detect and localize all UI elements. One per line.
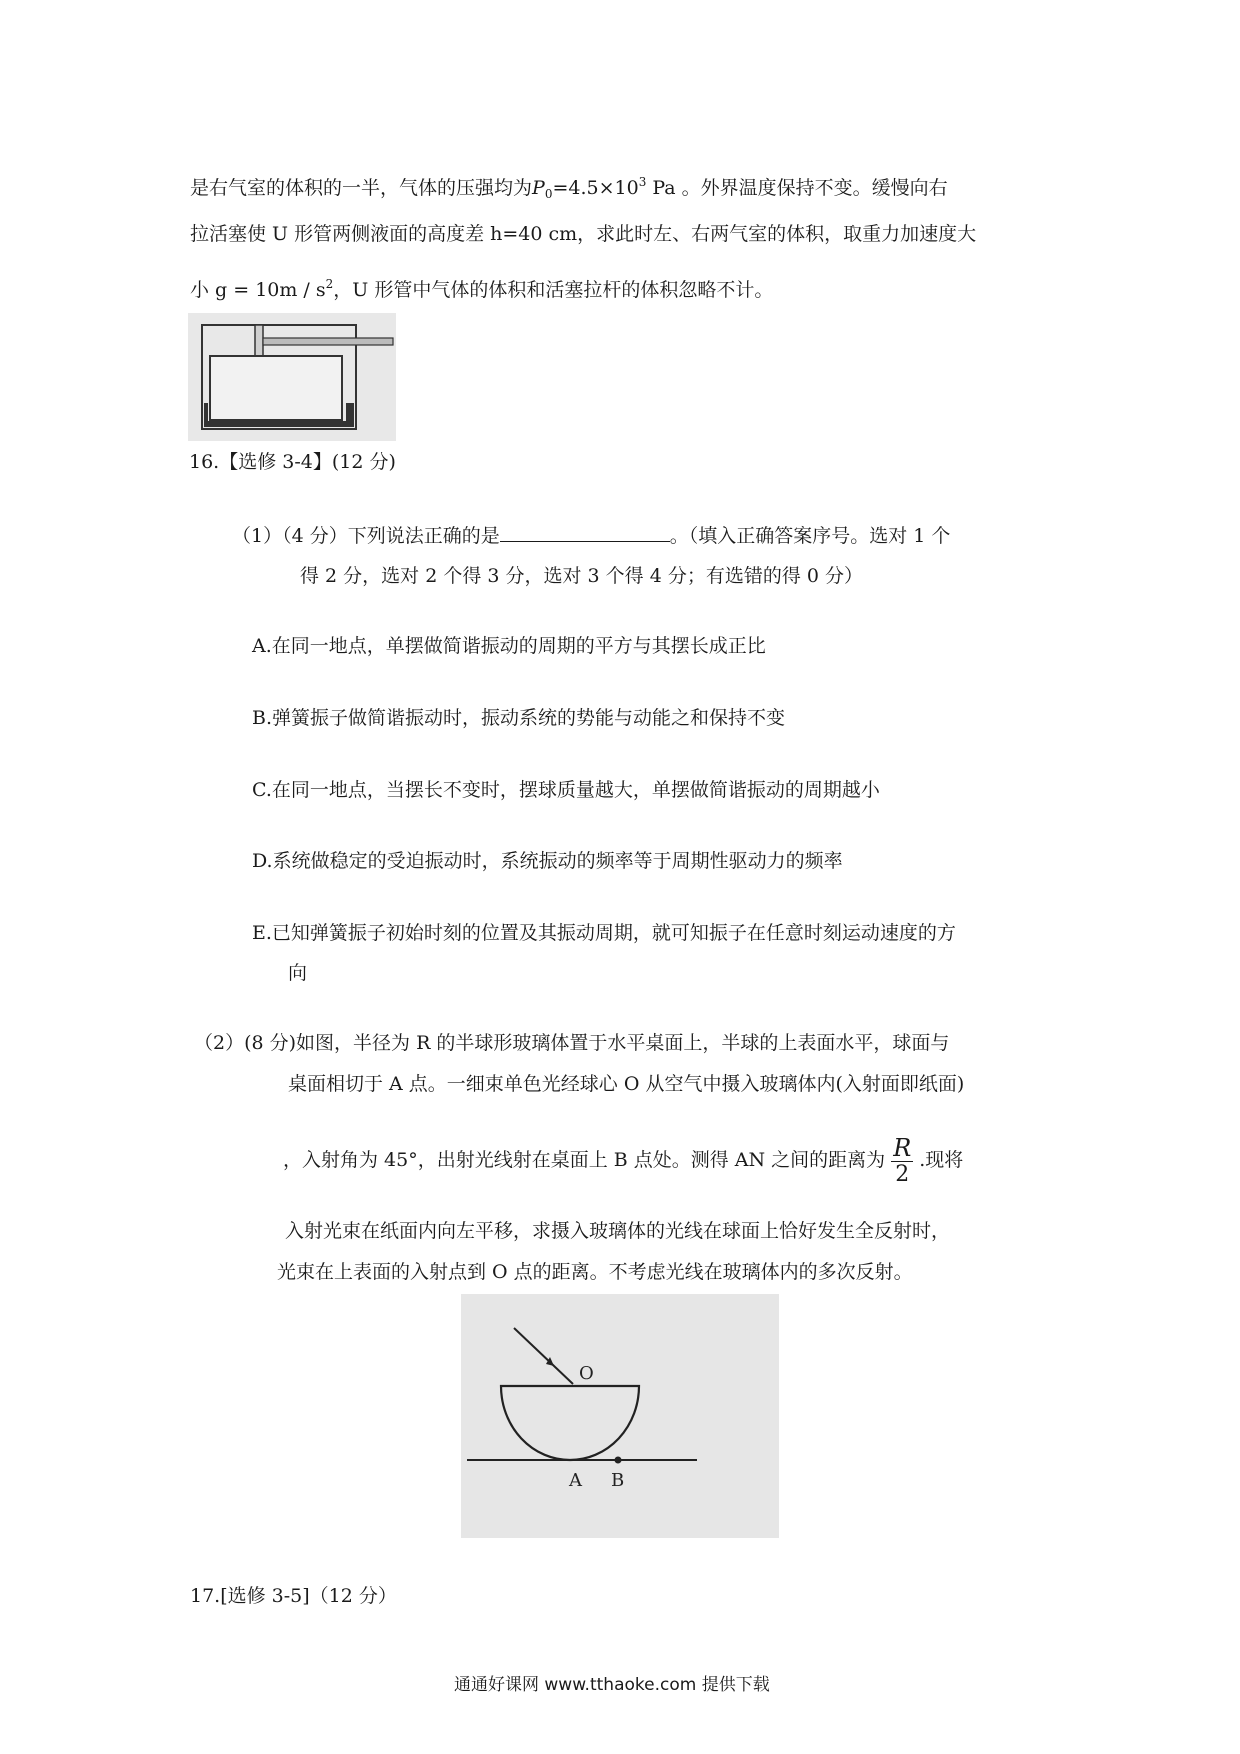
q16-part1-line2: 得 2 分，选对 2 个得 3 分，选对 3 个得 4 分；有选错的得 0 分） <box>300 565 864 587</box>
option-e: E.已知弹簧振子初始时刻的位置及其振动周期，就可知振子在任意时刻运动速度的方 <box>252 922 956 944</box>
intro-line-2: 拉活塞使 U 形管两侧液面的高度差 h=40 cm，求此时左、右两气室的体积，取重力加速度大 <box>190 223 977 245</box>
intro-line-1: 是右气室的体积的一半，气体的压强均为$P_0=4.5\times 10^3$ Pa 。外界温度保持不变。缓慢向右 <box>190 175 948 201</box>
footer-download-note: 通通好课网 www.tthaoke.com 提供下载 <box>454 1675 770 1695</box>
label-o: O <box>579 1363 594 1384</box>
q16-part1-line1: （1）（4 分）下列说法正确的是 。（填入正确答案序号。选对 1 个 <box>232 525 951 547</box>
label-a: A <box>569 1470 582 1491</box>
label-b: B <box>611 1470 625 1491</box>
q16-part2-line2: 桌面相切于 A 点。一细束单色光经球心 O 从空气中摄入玻璃体内(入射面即纸面) <box>288 1073 965 1095</box>
q16-part2-line4: 入射光束在纸面内向左平移，求摄入玻璃体的光线在球面上恰好发生全反射时， <box>285 1220 951 1242</box>
gas-chamber-figure <box>188 313 396 441</box>
q16-part2-line5: 光束在上表面的入射点到 O 点的距离。不考虑光线在玻璃体内的多次反射。 <box>277 1261 913 1283</box>
answer-blank[interactable] <box>500 523 670 542</box>
hemisphere-figure <box>461 1294 779 1538</box>
fraction-r-over-2: $\frac{R}{2}$ <box>893 1133 912 1187</box>
q16-part2-line1: （2）(8 分)如图，半径为 R 的半球形玻璃体置于水平桌面上，半球的上表面水平，球面与 <box>194 1032 950 1054</box>
option-e-continued: 向 <box>288 962 308 984</box>
q16-heading: 16.【选修 3-4】(12 分) <box>189 451 396 473</box>
option-d: D.系统做稳定的受迫振动时，系统振动的频率等于周期性驱动力的频率 <box>252 850 843 872</box>
intro-line-3: 小 $g = 10m / s^2$，U 形管中气体的体积和活塞拉杆的体积忽略不计。 <box>190 277 774 301</box>
q17-heading: 17.[选修 3-5]（12 分） <box>190 1585 397 1607</box>
option-a: A.在同一地点，单摆做简谐振动的周期的平方与其摆长成正比 <box>252 635 766 657</box>
option-b: B.弹簧振子做简谐振动时，振动系统的势能与动能之和保持不变 <box>252 707 786 729</box>
option-c: C.在同一地点，当摆长不变时，摆球质量越大，单摆做简谐振动的周期越小 <box>252 779 880 801</box>
q16-part2-line3: ，入射角为 45°，出射光线射在桌面上 B 点处。测得 AN 之间的距离为 $\frac{R}{2}$ .现将 <box>283 1133 964 1187</box>
